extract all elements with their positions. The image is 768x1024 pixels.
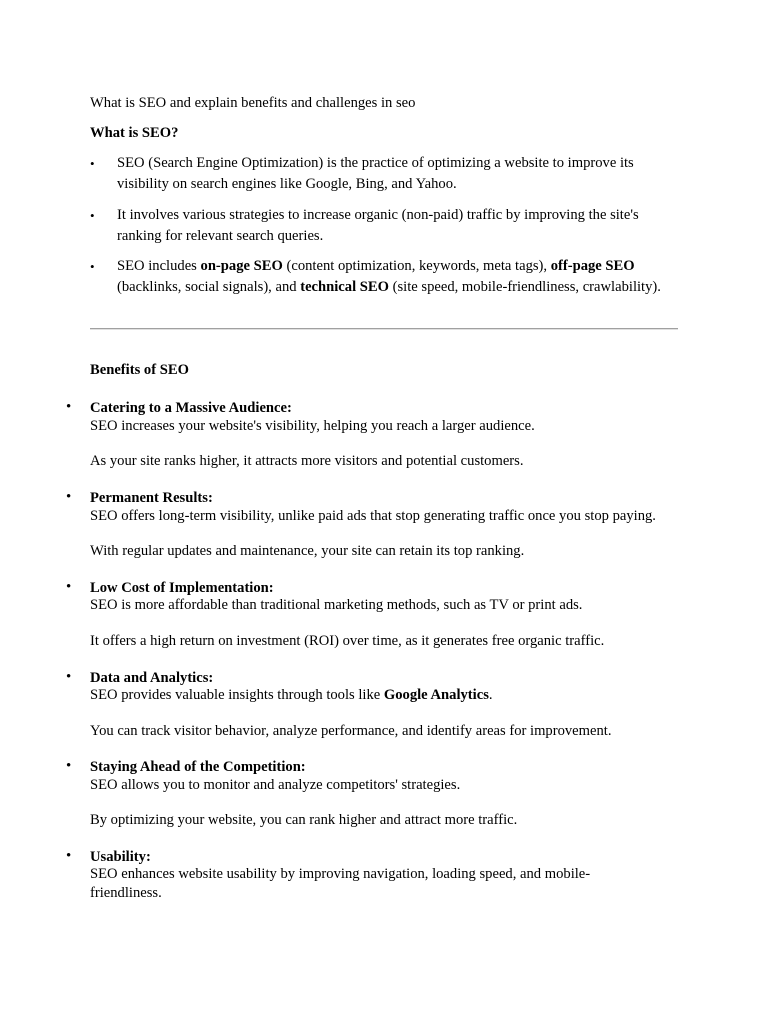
benefit-line: SEO offers long-term visibility, unlike paid ads that stop generating traffic once you stop paying. (90, 508, 656, 524)
horizontal-divider (90, 328, 678, 330)
bullet-icon: • (66, 848, 72, 864)
section-heading-benefits: Benefits of SEO (90, 362, 189, 378)
benefit-line-text: . (488, 687, 493, 703)
list-item: SEO (Search Engine Optimization) is the practice of optimizing a website to improve its visibility on search engines like Google, Bing, and Yahoo. (117, 155, 634, 192)
benefit-title: Low Cost of Implementation: (90, 580, 274, 596)
list-item-text: SEO includes (117, 258, 201, 274)
list-item-text: (content optimization, keywords, meta tags), (282, 258, 551, 274)
benefit-title: Catering to a Massive Audience: (90, 400, 292, 416)
benefit-title: Permanent Results: (90, 490, 213, 506)
benefit-line: SEO increases your website's visibility, helping you reach a larger audience. (90, 418, 535, 434)
benefit-line: By optimizing your website, you can rank higher and attract more traffic. (90, 812, 518, 828)
benefit-line: SEO enhances website usability by improving navigation, loading speed, and mobile-friendliness. (90, 866, 591, 901)
section-heading-what-is-seo: What is SEO? (90, 125, 179, 141)
benefit-line-bold-term: Google Analytics (383, 687, 489, 703)
document-title: What is SEO and explain benefits and challenges in seo (90, 95, 416, 111)
list-item-text: (backlinks, social signals), and (117, 279, 301, 295)
bullet-icon: • (90, 259, 95, 274)
benefit-line: With regular updates and maintenance, your site can retain its top ranking. (90, 543, 525, 559)
benefit-line: It offers a high return on investment (ROI) over time, as it generates free organic traffic. (90, 633, 605, 649)
list-item (117, 256, 668, 298)
list-item: It involves various strategies to increase organic (non-paid) traffic by improving the site's ranking for relevant search queries. (117, 207, 639, 244)
benefit-line: You can track visitor behavior, analyze performance, and identify areas for improvement. (90, 723, 612, 739)
bullet-icon: • (66, 758, 72, 774)
bullet-icon: • (66, 399, 72, 415)
benefit-title: Data and Analytics: (90, 670, 214, 686)
benefit-line: As your site ranks higher, it attracts more visitors and potential customers. (90, 453, 524, 469)
benefit-title: Staying Ahead of the Competition: (90, 759, 306, 775)
bullet-icon: • (66, 489, 72, 505)
benefit-line: SEO is more affordable than traditional marketing methods, such as TV or print ads. (90, 597, 583, 613)
benefit-line-text: SEO provides valuable insights through tools like (90, 687, 384, 703)
benefit-title: Usability: (90, 849, 151, 865)
list-item-bold-term: on-page SEO (200, 258, 283, 274)
bullet-icon: • (66, 579, 72, 595)
list-item-bold-term: technical SEO (300, 279, 389, 295)
bullet-icon: • (90, 208, 95, 223)
list-item-bold-term: off-page SEO (550, 258, 635, 274)
list-item-text: (site speed, mobile-friendliness, crawlability). (388, 279, 661, 295)
bullet-icon: • (90, 156, 95, 171)
bullet-icon: • (66, 669, 72, 685)
benefit-line (90, 686, 680, 705)
benefit-line: SEO allows you to monitor and analyze competitors' strategies. (90, 777, 461, 793)
